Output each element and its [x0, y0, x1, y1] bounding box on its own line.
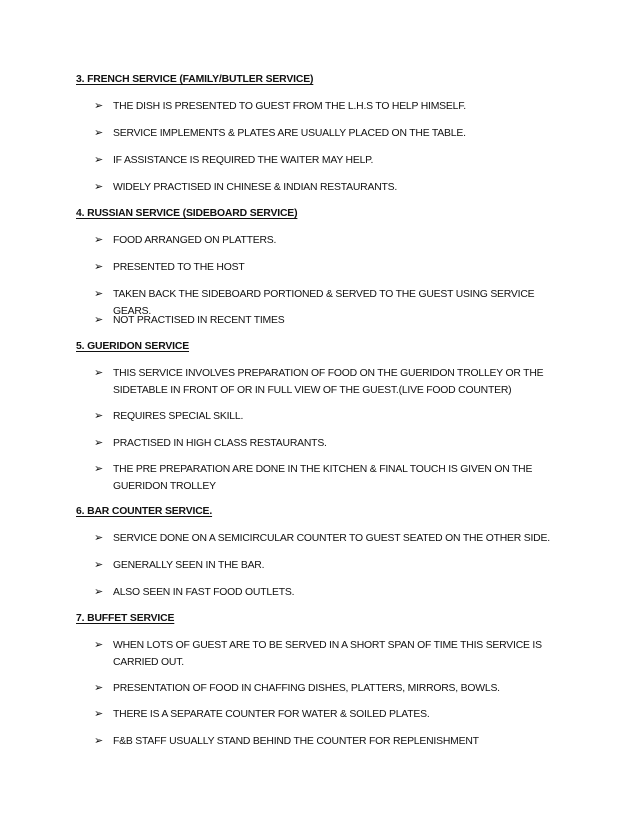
list-item-text: IF ASSISTANCE IS REQUIRED THE WAITER MAY HELP. — [113, 155, 374, 166]
arrow-bullet-icon: ➢ — [94, 586, 104, 598]
list-item — [94, 125, 554, 142]
list-item — [94, 530, 554, 547]
arrow-bullet-icon: ➢ — [94, 100, 104, 112]
list-item — [94, 98, 554, 115]
list-item-text: GENERALLY SEEN IN THE BAR. — [113, 560, 265, 571]
list-item-text: PRESENTATION OF FOOD IN CHAFFING DISHES, PLATTERS, MIRRORS, BOWLS. — [113, 683, 500, 694]
arrow-bullet-icon: ➢ — [94, 682, 104, 694]
section-heading-bar-counter-service: 6. BAR COUNTER SERVICE. — [76, 506, 213, 517]
section-heading-gueridon-service: 5. GUERIDON SERVICE — [76, 341, 190, 352]
list-item — [94, 365, 554, 399]
list-item — [94, 706, 554, 723]
list-item — [94, 680, 554, 697]
section-heading-french-service: 3. FRENCH SERVICE (FAMILY/BUTLER SERVICE) — [76, 74, 314, 85]
arrow-bullet-icon: ➢ — [94, 181, 104, 193]
arrow-bullet-icon: ➢ — [94, 127, 104, 139]
arrow-bullet-icon: ➢ — [94, 314, 104, 326]
arrow-bullet-icon: ➢ — [94, 288, 104, 300]
list-item-text: PRESENTED TO THE HOST — [113, 262, 245, 273]
list-item — [94, 232, 554, 249]
arrow-bullet-icon: ➢ — [94, 154, 104, 166]
list-item-text: THERE IS A SEPARATE COUNTER FOR WATER & SOILED PLATES. — [113, 709, 430, 720]
list-item — [94, 435, 554, 452]
list-item-text: PRACTISED IN HIGH CLASS RESTAURANTS. — [113, 438, 327, 449]
list-item — [94, 179, 554, 196]
section-heading-buffet-service: 7. BUFFET SERVICE — [76, 613, 175, 624]
list-item-text: THE DISH IS PRESENTED TO GUEST FROM THE L.H.S TO HELP HIMSELF. — [113, 101, 466, 112]
list-item — [94, 259, 554, 276]
arrow-bullet-icon: ➢ — [94, 735, 104, 747]
list-item-text: REQUIRES SPECIAL SKILL. — [113, 411, 244, 422]
arrow-bullet-icon: ➢ — [94, 261, 104, 273]
arrow-bullet-icon: ➢ — [94, 639, 104, 651]
list-item — [94, 733, 554, 750]
list-item-text: F&B STAFF USUALLY STAND BEHIND THE COUNTER FOR REPLENISHMENT — [113, 736, 479, 747]
list-item — [94, 584, 554, 601]
arrow-bullet-icon: ➢ — [94, 437, 104, 449]
list-item-text: SERVICE IMPLEMENTS & PLATES ARE USUALLY PLACED ON THE TABLE. — [113, 128, 466, 139]
arrow-bullet-icon: ➢ — [94, 367, 104, 379]
list-item-text: SERVICE DONE ON A SEMICIRCULAR COUNTER TO GUEST SEATED ON THE OTHER SIDE. — [113, 533, 550, 544]
arrow-bullet-icon: ➢ — [94, 234, 104, 246]
list-item — [94, 312, 554, 329]
list-item-text: WHEN LOTS OF GUEST ARE TO BE SERVED IN A SHORT SPAN OF TIME THIS SERVICE IS CARRIED OUT. — [113, 640, 542, 668]
list-item-text: ALSO SEEN IN FAST FOOD OUTLETS. — [113, 587, 295, 598]
arrow-bullet-icon: ➢ — [94, 463, 104, 475]
list-item — [94, 408, 554, 425]
section-heading-russian-service: 4. RUSSIAN SERVICE (SIDEBOARD SERVICE) — [76, 208, 298, 219]
list-item-text: THIS SERVICE INVOLVES PREPARATION OF FOOD ON THE GUERIDON TROLLEY OR THE SIDETABLE IN FRONT OF OR IN FULL VIEW OF THE GUEST.(LIVE FOOD COUNTER) — [113, 368, 544, 396]
list-item-text: FOOD ARRANGED ON PLATTERS. — [113, 235, 277, 246]
arrow-bullet-icon: ➢ — [94, 532, 104, 544]
list-item-text: WIDELY PRACTISED IN CHINESE & INDIAN RESTAURANTS. — [113, 182, 398, 193]
list-item-text: TAKEN BACK THE SIDEBOARD PORTIONED & SERVED TO THE GUEST USING SERVICE GEARS. — [113, 289, 535, 317]
list-item-text: THE PRE PREPARATION ARE DONE IN THE KITCHEN & FINAL TOUCH IS GIVEN ON THE GUERIDON TROLLEY — [113, 464, 533, 492]
list-item — [94, 557, 554, 574]
arrow-bullet-icon: ➢ — [94, 708, 104, 720]
arrow-bullet-icon: ➢ — [94, 410, 104, 422]
list-item-text: NOT PRACTISED IN RECENT TIMES — [113, 315, 285, 326]
list-item — [94, 152, 554, 169]
arrow-bullet-icon: ➢ — [94, 559, 104, 571]
list-item — [94, 637, 554, 671]
list-item — [94, 461, 554, 495]
